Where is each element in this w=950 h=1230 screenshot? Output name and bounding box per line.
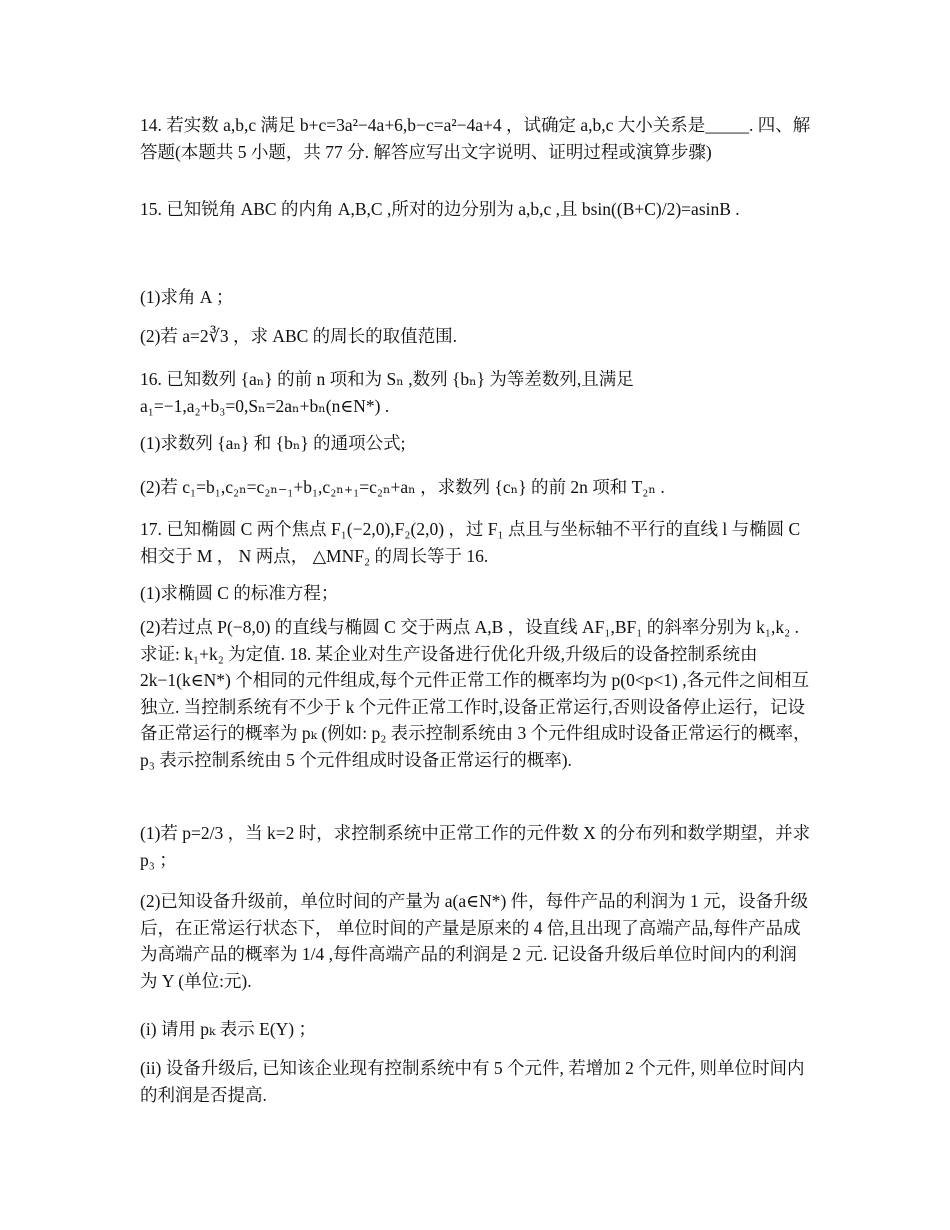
question-15-part-1: (1)求角 A ； bbox=[140, 287, 234, 307]
question-16: 16. 已知数列 {aₙ} 的前 n 项和为 Sₙ ,数列 {bₙ} 为等差数列,且满足 a₁=−1,a₂+b₃=0,Sₙ=2aₙ+bₙ(n∈N*) . bbox=[140, 369, 634, 416]
question-17-part-1: (1)求椭圆 C 的标准方程； bbox=[140, 583, 339, 603]
question-18-part-i: (i) 请用 pₖ 表示 E(Y) ； bbox=[140, 1019, 317, 1039]
question-16-part-1: (1)求数列 {aₙ} 和 {bₙ} 的通项公式; bbox=[140, 433, 406, 453]
question-15: 15. 已知锐角 ABC 的内角 A,B,C ,所对的边分别为 a,b,c ,且 bsin((B+C)/2)=asinB . bbox=[140, 199, 740, 219]
question-18-part-2: (2)已知设备升级前，单位时间的产量为 a(a∈N*) 件，每件产品的利润为 1 元，设备升级后，在正常运行状态下， 单位时间的产量是原来的 4 倍,且出现了高端产品,每件产品成为高端产品的概率为 1/4 ,每件高端产品的利润是 2 元. 记设备升级后单位时间内的利润为 Y (单位:元). bbox=[140, 891, 809, 991]
question-16-part-2: (2)若 c₁=b₁,c₂ₙ=c₂ₙ₋₁+b₁,c₂ₙ₊₁=c₂ₙ+aₙ ，求数列 {cₙ} 的前 2n 项和 T₂ₙ . bbox=[140, 477, 665, 497]
question-18-part-ii: (ii) 设备升级后, 已知该企业现有控制系统中有 5 个元件, 若增加 2 个元件, 则单位时间内的利润是否提高. bbox=[140, 1058, 805, 1105]
question-17: 17. 已知椭圆 C 两个焦点 F₁(−2,0),F₂(2,0) ，过 F₁ 点且与坐标轴不平行的直线 l 与椭圆 C 相交于 M ， N 两点， △MNF₂ 的周长等于 16. bbox=[140, 519, 801, 566]
question-17-part-2-and-question-18: (2)若过点 P(−8,0) 的直线与椭圆 C 交于两点 A,B ，设直线 AF₁,BF₁ 的斜率分别为 k₁,k₂ . 求证: k₁+k₂ 为定值. 18. 某企业对生产设备进行优化升级,升级后的设备控制系统由 2k−1(k∈N*) 个相同的元件组成,每个元件正常工作的概率均为 p(0<p<1) ,各元件之间相互独立. 当控制系统有不少于 k 个元件正常工作时,设备正常运行,否则设备停止运行，记设备正常运行的概率为 pₖ (例如: p₂ 表示控制系统由 3 个元件组成时设备正常运行的概率， p₃ 表示控制系统由 5 个元件组成时设备正常运行的概率). bbox=[140, 617, 811, 770]
question-14: 14. 若实数 a,b,c 满足 b+c=3a²−4a+6,b−c=a²−4a+4 ，试确定 a,b,c 大小关系是_____. 四、解答题(本题共 5 小题，共 77 分. 解答应写出文字说明、证明过程或演算步骤) bbox=[140, 115, 811, 162]
question-18-part-1: (1)若 p=2/3 ，当 k=2 时，求控制系统中正常工作的元件数 X 的分布列和数学期望，并求 p₃ ； bbox=[140, 823, 811, 870]
question-15-part-2: (2)若 a=2∛3 ，求 ABC 的周长的取值范围. bbox=[140, 326, 458, 346]
